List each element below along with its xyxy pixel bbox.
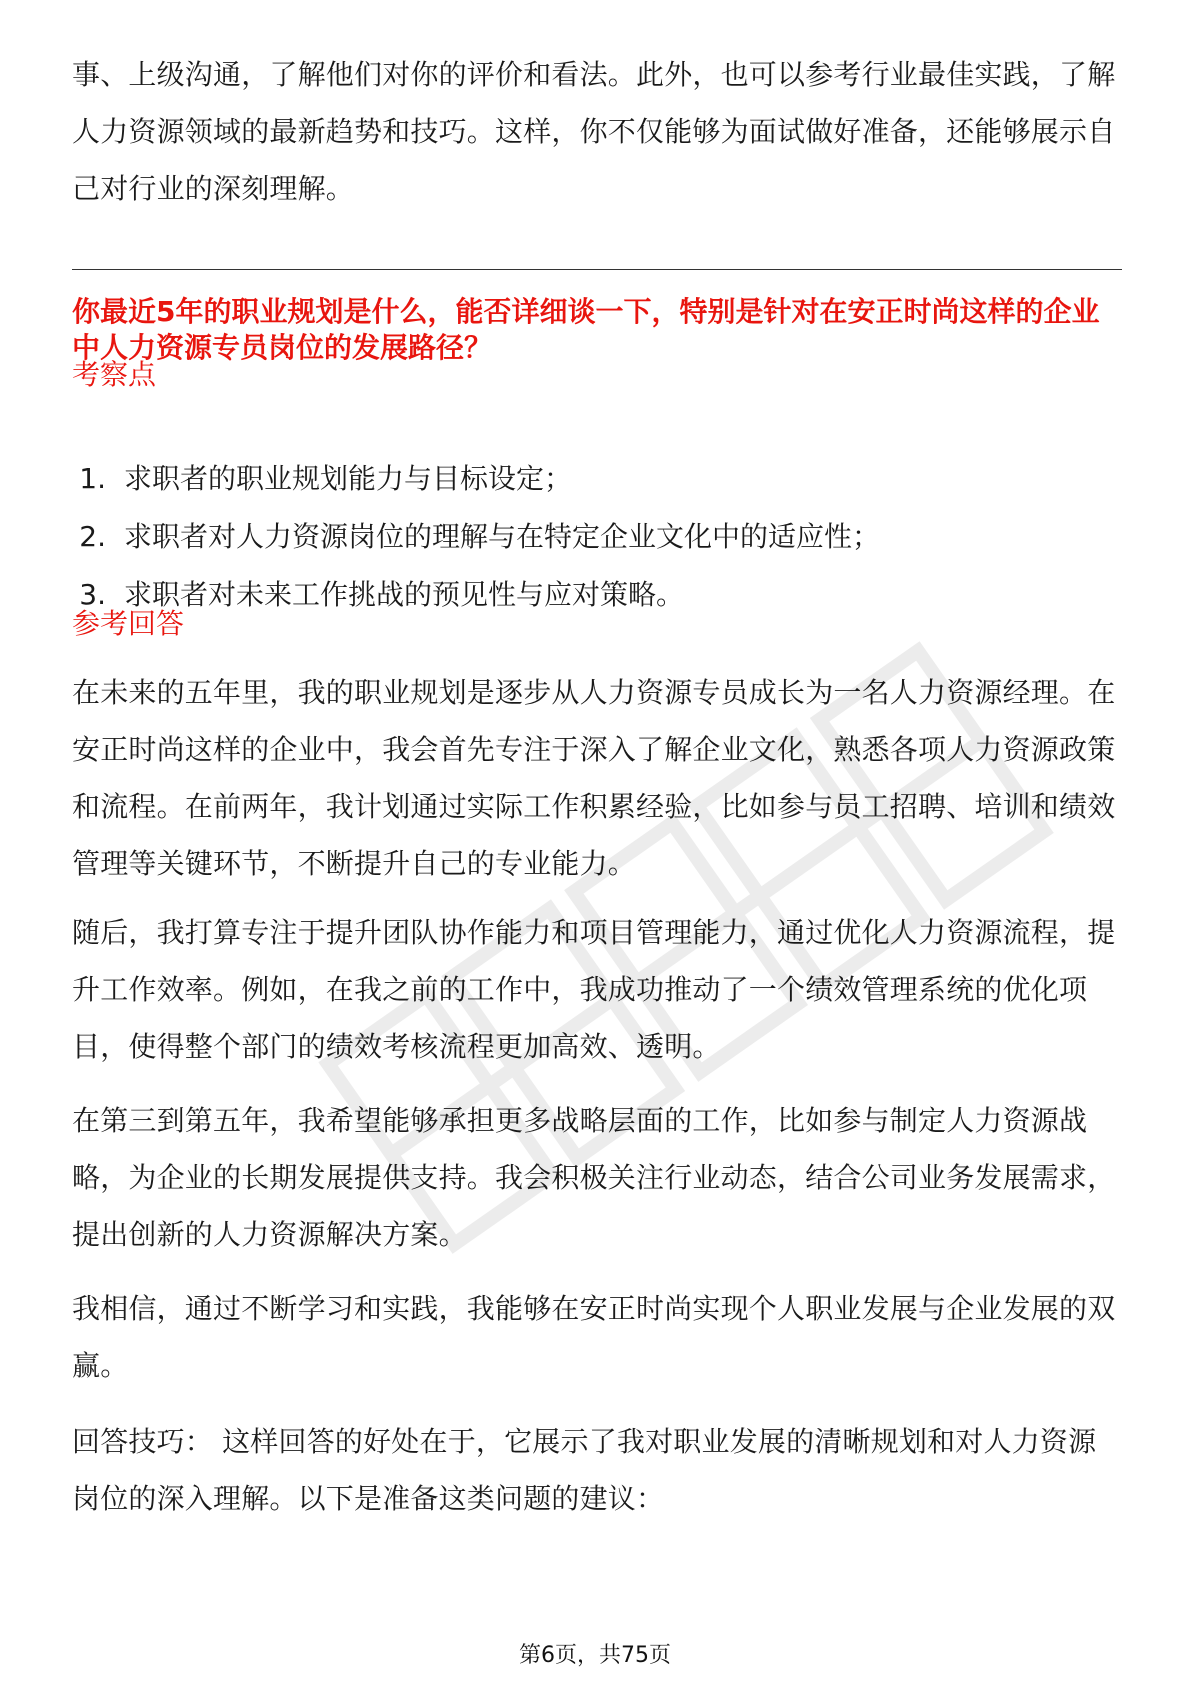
list-item-text: 求职者的职业规划能力与目标设定；	[124, 462, 573, 495]
list-item-text: 求职者对人力资源岗位的理解与在特定企业文化中的适应性；	[124, 520, 881, 553]
interview-question: 你最近5年的职业规划是什么，能否详细谈一下，特别是针对在安正时尚这样的企业中人力资源专员岗位的发展路径？	[72, 295, 1100, 364]
list-item-number: 1.	[79, 462, 106, 495]
list-item-number: 2.	[79, 520, 106, 553]
answer-paragraph: 在未来的五年里，我的职业规划是逐步从人力资源专员成长为一名人力资源经理。在安正时尚这样的企业中，我会首先专注于深入了解企业文化，熟悉各项人力资源政策和流程。在前两年，我计划通过实际工作积累经验，比如参与员工招聘、培训和绩效管理等关键环节，不断提升自己的专业能力。	[72, 676, 1116, 880]
list-item-number: 3.	[79, 578, 106, 611]
reference-answer-heading: 参考回答	[72, 607, 185, 640]
list-item	[72, 450, 1122, 508]
answer-paragraph: 随后，我打算专注于提升团队协作能力和项目管理能力，通过优化人力资源流程，提升工作效率。例如，在我之前的工作中，我成功推动了一个绩效管理系统的优化项目，使得整个部门的绩效考核流程更加高效、透明。	[72, 916, 1116, 1063]
answer-paragraph: 在第三到第五年，我希望能够承担更多战略层面的工作，比如参与制定人力资源战略，为企业的长期发展提供支持。我会积极关注行业动态，结合公司业务发展需求，提出创新的人力资源解决方案。	[72, 1104, 1116, 1251]
answer-paragraph: 我相信，通过不断学习和实践，我能够在安正时尚实现个人职业发展与企业发展的双赢。	[72, 1292, 1116, 1382]
list-item	[72, 508, 1122, 566]
list-item	[72, 566, 1122, 624]
continued-paragraph: 事、上级沟通，了解他们对你的评价和看法。此外，也可以参考行业最佳实践，了解人力资源领域的最新趋势和技巧。这样，你不仅能够为面试做好准备，还能够展示自己对行业的深刻理解。	[72, 58, 1116, 205]
answer-tips-paragraph: 回答技巧： 这样回答的好处在于，它展示了我对职业发展的清晰规划和对人力资源岗位的深入理解。以下是准备这类问题的建议：	[72, 1425, 1097, 1515]
list-item-text: 求职者对未来工作挑战的预见性与应对策略。	[124, 578, 685, 611]
page-footer: 第6页，共75页	[519, 1643, 671, 1668]
assessment-heading: 考察点	[72, 358, 157, 391]
section-divider	[72, 269, 1122, 270]
assessment-list	[72, 450, 1122, 624]
